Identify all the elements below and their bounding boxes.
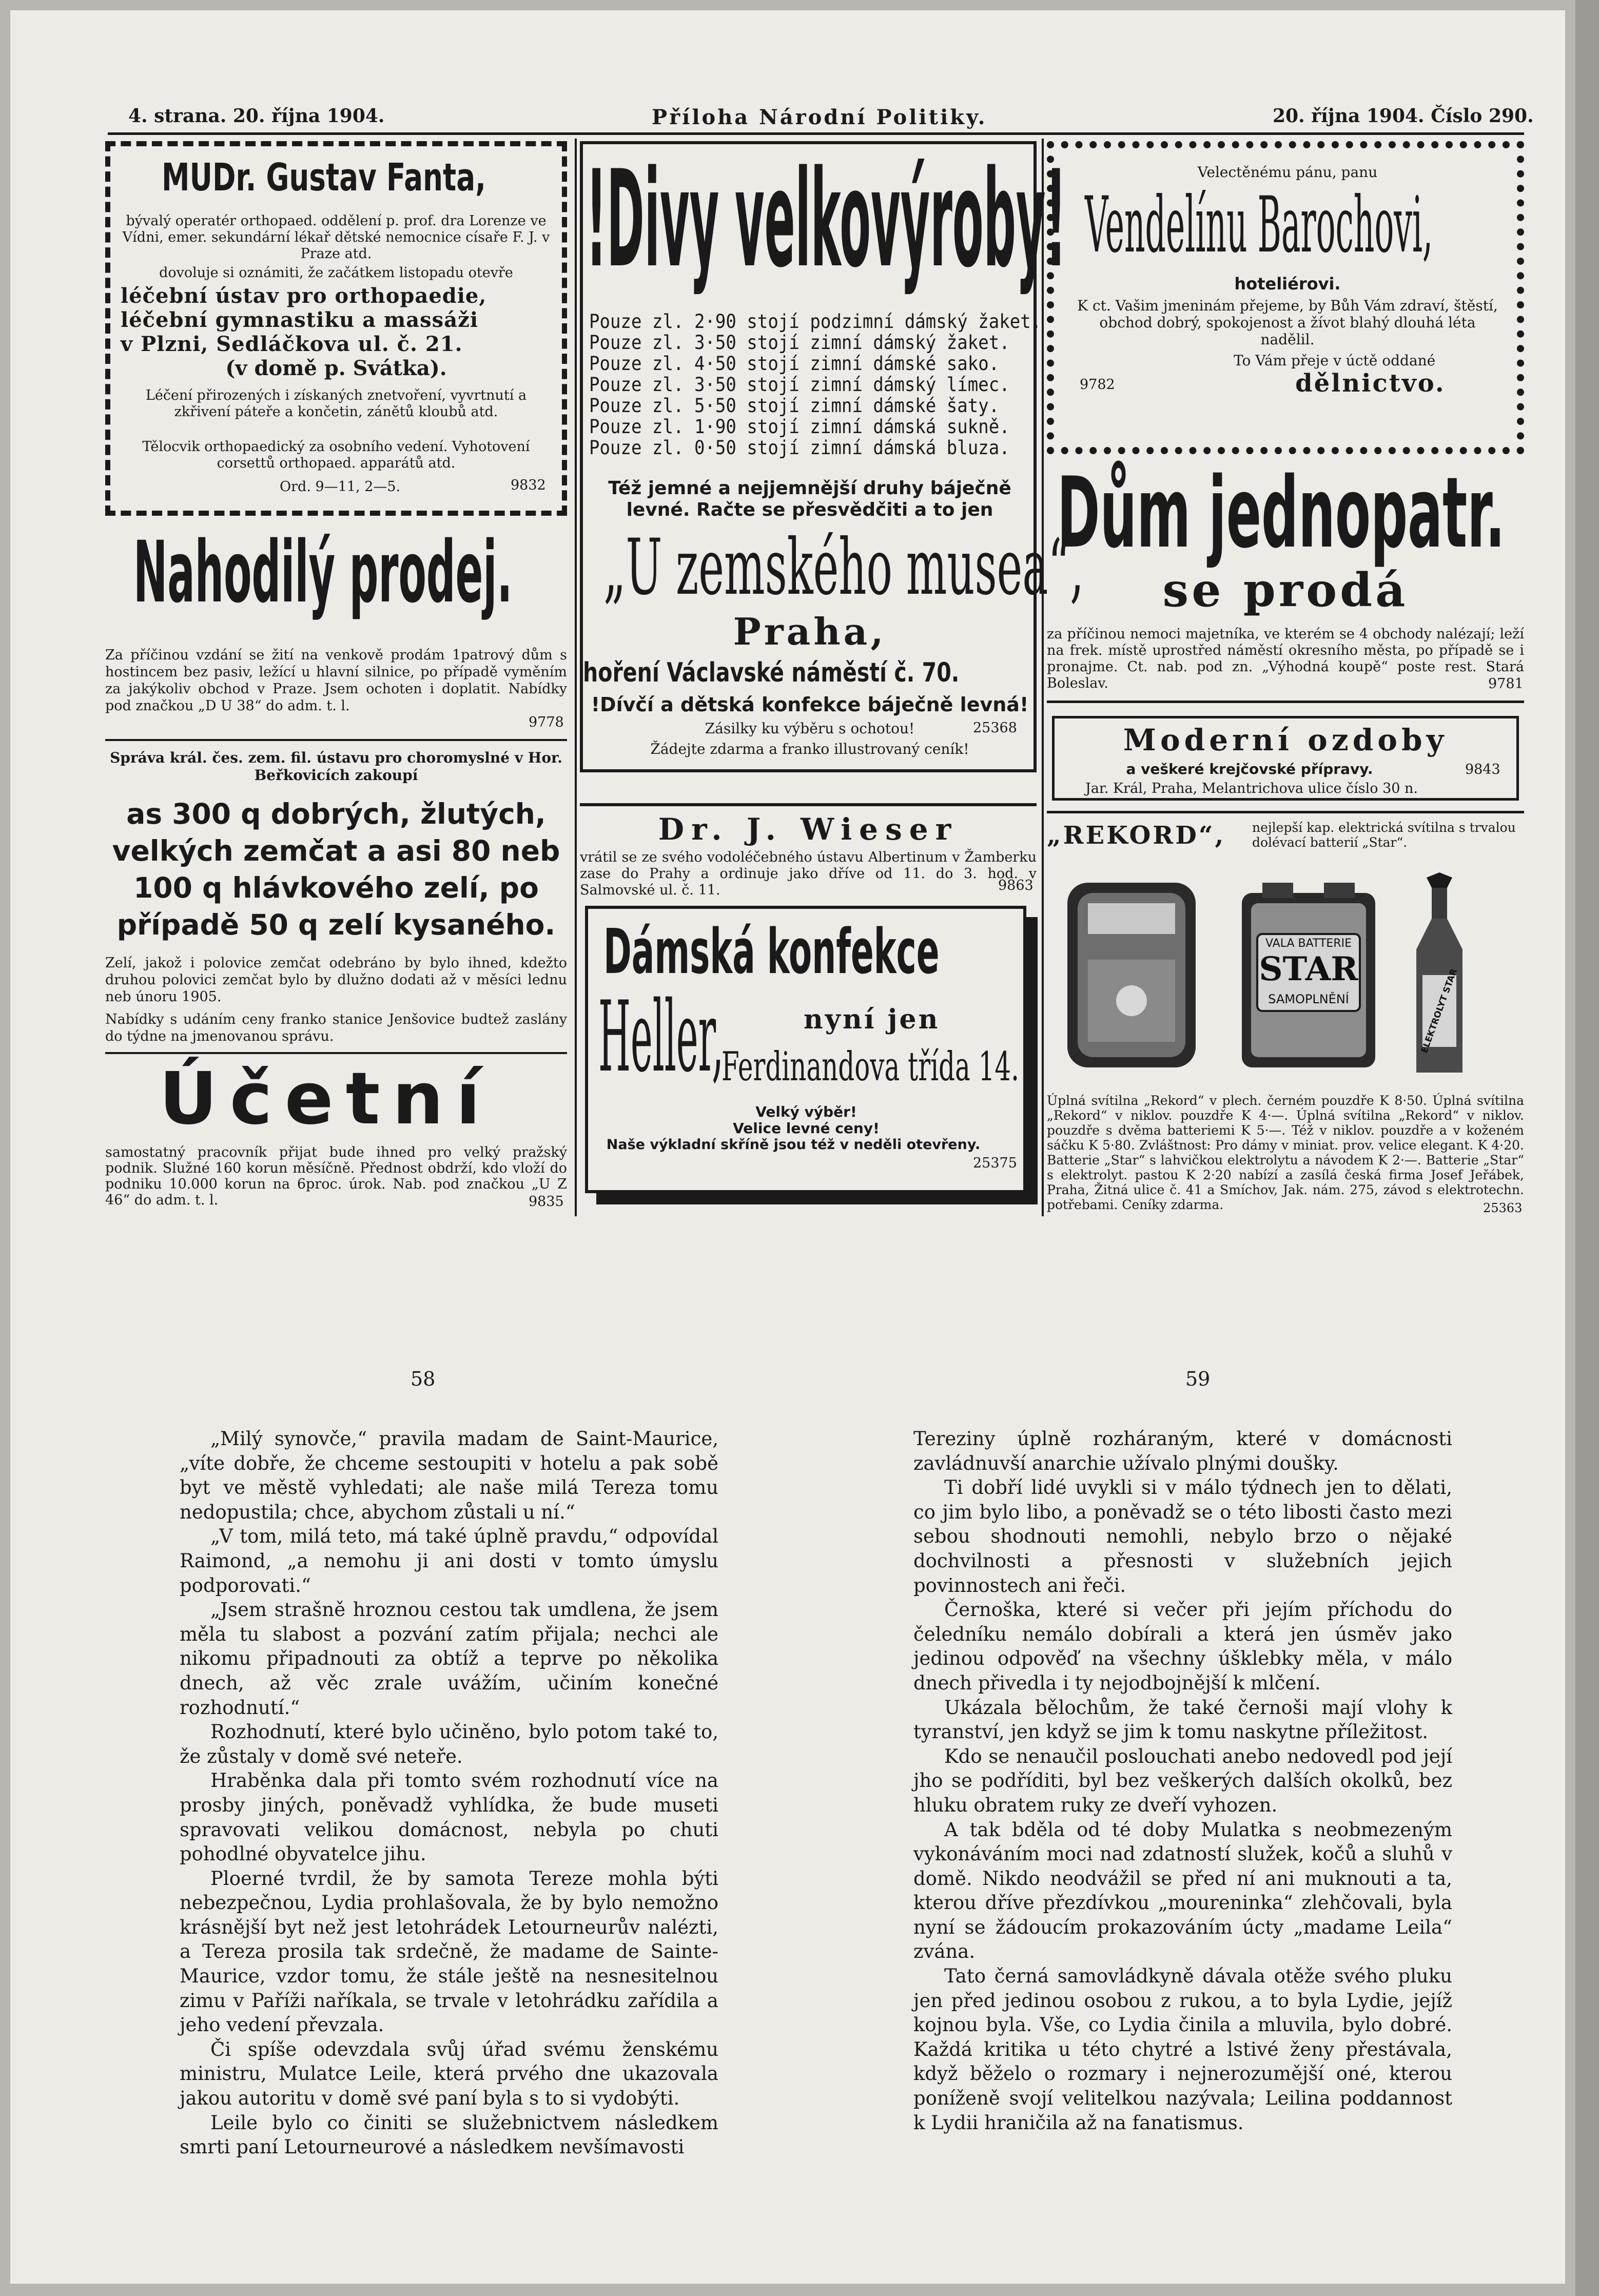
rekord-illustration [1057,872,1519,1088]
ad-fanta [105,141,567,516]
story-paragraph: A tak bděla od té doby Mulatka s neobmezeným vykonáváním moci nad zdatností služek, kočů a sluhů v domě. Nikdo neodvážil se před ní ani muknouti a ta, kterou dříve přezdívkou „moureninka“ zlehčovali, byla nyní se žádoucím prokazováním úcty „madame Leila“ zvána. [913,1818,1452,1963]
prodej-code: 9778 [529,714,564,730]
story-paragraph: Kdo se nenaučil poslouchati anebo nedovedl pod její jho se podříditi, byl bez veškerých dalších okolků, bez hluku obratem ruky ze dveří vyhozen. [913,1745,1452,1816]
divy-text: Též jemné a nejjemnější druhy báječně levné. Račte se přesvědčiti a to jen [608,478,1011,520]
column-separator [1042,139,1044,1216]
rekord-code: 25363 [1483,1201,1523,1215]
price-line: Pouze zl. 0·50 stojí zimní dámská bluza. [589,437,1010,459]
fanta-title: MUDr. Gustav Fanta, [162,155,486,200]
story-paragraph: „Milý synovče,“ pravila madam de Saint-Maurice, „víte dobře, že chceme sestoupiti v hotelu a pak sobě byt ve městě vyhledati; ale naše milá Tereza tomu nedopustila; chce, abychom zůstali u ní.“ [180,1428,718,1523]
story-paragraph: Ti dobří lidé uvykli si v málo týdnech jen to dělati, co jim bylo libo, a poněvadž se o této libosti často mezi sebou shodnouti nemohli, nebylo brzo o nějaké dochvilnosti a přesnosti v služebních jejich povinnostech ani řeči. [913,1476,1452,1597]
wieser-title: Dr. J. Wieser [658,812,959,847]
fanta-bold-1: léčební ústav pro orthopaedie, [121,284,487,308]
header-title: Příloha Národní Politiky. [652,105,987,129]
bottle-label: ELEKTROLYT STAR [1419,967,1460,1055]
heller-l1: Velký výběr! [755,1103,857,1120]
dum-sub: se prodá [1162,563,1409,617]
fanta-code: 9832 [511,477,546,493]
story-paragraph: Ukázala bělochům, že také černoši mají vlohy k tyranství, jen když se jim k tomu naskytne příležitost. [913,1696,1452,1743]
fanta-bold-4: (v domě p. Svátka). [225,356,447,380]
dum-title: Dům jednopatr. [1057,456,1505,570]
divy-shop: „U zemského musea“, [603,523,1084,612]
header-date-left: 4. strana. 20. října 1904. [128,105,385,127]
divider [580,803,1037,806]
barocha-text: K ct. Vašim jmeninám přejeme, by Bůh Vám zdraví, štěstí, obchod dobrý, spokojenost a žívot blahý dlouhá léta nadělil. [1077,297,1498,348]
story-column-right [913,1427,1452,2135]
rekord-title: „REKORD“, [1047,821,1226,850]
bottle-icon [1416,872,1463,1073]
zeli-text-2: Nabídky s udáním ceny franko stanice Jenšovice budtež zaslány do týdne na jmenovanou správu. [105,1011,567,1044]
zeli-lead: Správa král. čes. zem. fil. ústavu pro choromyslné v Hor. Beřkovicích zakoupí [110,749,562,784]
zeli-text-1: Zelí, jakož i polovice zemčat odebráno by bylo ihned, kdežto druhou polovici zemčat bylo by dlužno dodati až v měsíci lednu neb únoru 1905. [105,955,567,1005]
story-paragraph: Hraběnka dala při tomto svém rozhodnutí více na prosby jiných, poněvadž vyhlídka, že bude museti spravovati velikou domácnost, nebyla po chuti pohodlné obyvatelce jihu. [180,1769,718,1865]
price-line: Pouze zl. 2·90 stojí podzimní dámský žaket. [589,310,1042,333]
dum-text: za příčinou nemoci majetníka, ve kterém se 4 obchody nalézají; leží na frek. místě uprostřed náměstí okresního města, po případě se i pronajme. Ct. nab. pod zn. „Výhodná koupě“ poste rest. Stará Boleslav. [1047,626,1524,691]
price-line: Pouze zl. 3·50 stojí zimní dámský límec. [589,374,1010,396]
battery-icon [1242,883,1375,1067]
barocha-from: To Vám přeje v úctě oddané [1234,352,1436,369]
ozdoby-code: 9843 [1465,762,1500,777]
story-paragraph: „Jsem strašně hroznou cestou tak umdlena, že jsem měla tu slabost a pozvání zatím přijala; nechci ale nikomu připadnouti za obtíž a teprve po několika dnech, až věc zrale uvážím, učiním konečné rozhodnutí.“ [180,1599,718,1719]
price-line: Pouze zl. 5·50 stojí zimní dámské šaty. [589,395,1000,417]
divider [1047,811,1524,813]
heller-name: Heller, [598,980,724,1094]
battery-label-top: VALA BATTERIE [1265,937,1352,950]
story-paragraph: Tato černá samovládkyně dávala otěže svého pluku jen před jedinou osobou z rukou, a to byla Lydie, jejíž kojnou byla. Vše, co Lydia činila a mluvila, bylo dobré. Každá kritika u této chytré a lstivé ženy přestávala, když běželo o rozmary i nejnerozumější oné, kterou poníženě svojí velitelkou nazývala; Leilina poddannost k Lydii hraničila až na fanatismus. [913,1965,1452,2134]
ozdoby-title: Moderní ozdoby [1123,723,1448,757]
barocha-signed: dělnictvo. [1295,369,1446,398]
ad-divy [580,141,1084,772]
story-paragraph: Černoška, které si večer při jejím příchodu do čeledníku nemálo dobírali a která jen úsměv jako jedinou odpověď na všechny úšklebky měla, v málo dnech přivedla i ty nejodbojnější k mlčení. [913,1599,1452,1694]
ad-ozdoby [1052,716,1519,801]
heller-address: Ferdinandova třída 14. [722,1044,1020,1090]
heller-title: Dámská konfekce [603,917,940,988]
ad-heller [585,906,1026,1193]
prodej-title: Nahodilý prodej. [133,523,513,621]
dum-code: 9781 [1488,676,1524,692]
price-line: Pouze zl. 1·90 stojí zimní dámská sukně. [589,416,1010,438]
heller-l3: Naše výkladní skříně jsou též v neděli otevřeny. [606,1137,981,1153]
story-paragraph: Leile bylo co činiti se služebnictvem následkem smrti paní Letourneurové a následkem nevšímavosti [180,2111,718,2158]
heller-l2: Velice levné ceny! [733,1120,880,1137]
divider [1047,701,1524,703]
heller-now: nyní jen [804,1004,940,1035]
story-paragraph: Ploerné tvrdil, že by samota Tereze mohla býti nebezpečnou, Lydia prohlašovala, že by bylo nemožno krásnější byt než jest letohrádek Letourneurův nalézti, a Tereza prosila tak srdečně, že madame de Sainte-Maurice, vzdor tomu, že stále ještě na nesnesitelnou zimu v Paříži naříkala, se trvale v letohrádku zařídila a jeho vedení převzala. [180,1867,718,2036]
column-separator [575,139,577,1216]
fanta-body-1: Léčení přirozených i získaných znetvoření, vyvrtnutí a zkřivení páteře a končetin, zánětů kloubů atd. [145,387,527,420]
page-number-right: 59 [1185,1368,1211,1390]
ozdoby-addr: Jar. Král, Praha, Melantrichova ulice číslo 30 n. [1085,781,1418,796]
divy-ship: Zásilky ku výběru s ochotou! [705,720,915,737]
story-paragraph: „V tom, milá teto, má také úplně pravdu,“ odpovídal Raimond, „a nemohu ji ani dosti v tomto úmyslu podporovati.“ [180,1525,718,1597]
fanta-hours: Ord. 9—11, 2—5. [280,479,401,495]
ucetni-text: samostatný pracovník přijat bude ihned pro velký pražský podnik. Služné 160 korun měsíčně. Přednost obdrží, kdo vloží do podniku 10.000 korun na 6proc. úrok. Nab. pod značkou „U Z 46“ do adm. t. l. [105,1144,567,1208]
divider [105,739,567,741]
barocha-name: Vendelínu Barochovi, [1085,181,1433,270]
divy-slogan: !Dívčí a dětská konfekce báječně levná! [591,693,1029,716]
ad-barocha [1047,141,1524,454]
prodej-text: Za příčinou vzdání se žití na venkově prodám 1patrový dům s hostincem bez pasiv, ležící u hlavní silnice, po případě vyměním za jakýkoliv obchod v Praze. Jsem ochoten i doplatit. Nabídky pod značkou „D U 38“ do adm. t. l. [105,647,567,714]
lamp-icon [1067,883,1196,1067]
barocha-code: 9782 [1080,377,1115,393]
barocha-role: hoteliérovi. [1234,274,1341,294]
page-edge-shadow [1575,0,1599,2296]
fanta-bold-2: léčební gymnastiku a massáži [121,308,479,332]
divy-address: hoření Václavské náměstí č. 70. [583,657,960,688]
divy-city: Praha, [733,610,887,653]
barocha-salute: Velectěnému pánu, panu [1197,164,1378,181]
story-paragraph: Či spíše odevzdala svůj úřad svému ženskému ministru, Mulatce Leile, která prvého dne ukazovala jakou autoritu v domě své paní byla s to si vydobýti. [180,2038,718,2110]
story-paragraph: Tereziny úplně rozháraným, které v domácnosti zavládnuvší anarchie užívalo plnými doušky. [913,1428,1452,1474]
heller-code: 25375 [973,1155,1017,1171]
divider [105,1052,567,1054]
price-line: Pouze zl. 4·50 stojí zimní dámské sako. [589,353,1000,375]
fanta-body-2: Tělocvik orthopaedický za osobního vedení. Vyhotovení corsettů orthopaed. apparátů atd. [142,439,530,471]
page-number-left: 58 [411,1368,436,1390]
fanta-line: dovoluje si oznámiti, že začátkem listopadu otevře [159,265,513,281]
fanta-intro: bývalý operatér orthopaed. oddělení p. prof. dra Lorenze ve Vídni, emer. sekundární lékař dětské nemocnice císaře F. J. v Praze atd. [122,213,550,262]
story-paragraph: Rozhodnutí, které bylo učiněno, bylo potom také to, že zůstaly v domě své neteře. [180,1721,718,1767]
fanta-bold-3: v Plzni, Sedláčkova ul. č. 21. [121,332,463,356]
divy-catalog: Žádejte zdarma a franko illustrovaný ceník! [650,741,969,757]
rekord-tag: nejlepší kap. elektrická svítilna s trvalou dolévací batterií „Star“. [1252,820,1516,850]
price-line: Pouze zl. 3·50 stojí zimní dámský žaket. [589,332,1010,354]
ucetni-title: Účetní [159,1057,493,1141]
rekord-text: Úplná svítilna „Rekord“ v plech. černém pouzdře K 8·50. Úplná svítilna „Rekord“ v niklov. pouzdře K 4·—. Úplná svítilna „Rekord“ v niklov. pouzdře s dvěma batteriemi K 5·—. Též v niklov. pouzdře a v koženém sáčku K 5·80. Zvláštnost: Pro dámy v miniat. prov. velice elegant. K 4·20. Batterie „Star“ s lahvičkou elektrolytu a návodem K 2·—. Batterie „Star“ s elektrolyt. pastou K 2·20 nabízí a zasílá česká firma Josef Jeřábek, Praha, Žitná ulice č. 41 a Smíchov, Jak. nám. 275, závod s elektrotechn. potřebami. Ceníky zdarma. [1047,1093,1524,1212]
newspaper-page [10,10,1565,2284]
header-rule [108,132,1524,135]
ucetni-code: 9835 [529,1194,564,1210]
wieser-text: vrátil se ze svého vodoléčebného ústavu Albertinum v Žamberku zase do Prahy a ordinuje jako dříve od 11. do 3. hod. v Salmovské ul. č. 11. [580,849,1037,898]
header-date-right: 20. října 1904. Číslo 290. [1273,105,1534,127]
story-column-left [180,1427,718,2159]
battery-label-bottom: SAMOPLNĚNÍ [1268,992,1349,1006]
wieser-code: 9863 [998,878,1034,893]
divy-code: 25368 [973,720,1017,736]
divy-title: !Divy velkovýroby! [586,142,1066,297]
zeli-big: as 300 q dobrých, žlutých, velkých zemčat a asi 80 neb 100 q hlávkového zelí, po případě 50 q zelí kysaného. [112,797,560,941]
ozdoby-sub: a veškeré krejčovské přípravy. [1126,761,1373,777]
battery-label-star: STAR [1259,950,1358,988]
